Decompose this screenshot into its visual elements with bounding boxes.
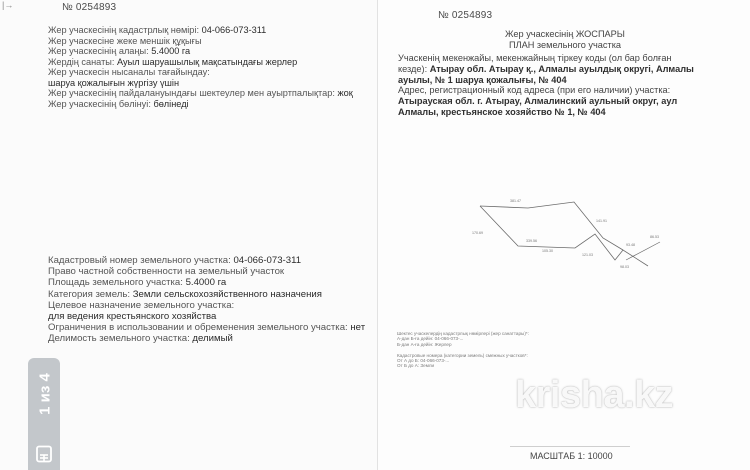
info-label: Жер учаскесін нысаналы тағайындау: [48, 67, 210, 77]
plan-label: 98.03 [620, 265, 629, 269]
info-line [48, 78, 179, 89]
info-label: Жер учаскесінің кадастрлық нөмірі: [48, 25, 202, 35]
info-value: жоқ [337, 88, 353, 98]
parcel-boundary-lower [480, 206, 648, 266]
info-line [48, 99, 189, 110]
note-line: От А до Б: 04-066-073-... [397, 358, 450, 363]
plan-label: 93.48 [626, 243, 635, 247]
info-label: Кадастровый номер земельного участка: [48, 255, 234, 266]
info-line [48, 311, 216, 323]
plan-title-ru: ПЛАН земельного участка [508, 40, 622, 50]
info-line [48, 46, 190, 57]
info-line [48, 57, 297, 68]
info-label: Жер учаскесінің пайдалануындағы шектеулер мен ауыртпалықтар: [48, 88, 338, 98]
page-indicator-text: 1 из 4 [36, 373, 54, 415]
info-label: Площадь земельного участка: [48, 277, 186, 289]
note-line: Б-дан А-ға дейін: Жерлер [397, 341, 452, 347]
note-line: А-дан Б-ға дейін: 04-066-073-... [397, 336, 464, 342]
info-label: Право частной собственности на земельный участок [48, 266, 285, 278]
info-value: шаруа қожалығын жүргізу үшін [48, 77, 180, 88]
note-line: Кадастровые номера (категории земель) смежных участков*: [397, 352, 528, 358]
plan-title-kz: Жер учаскесінің ЖОСПАРЫ [505, 29, 625, 39]
parcel-plan-drawing [470, 190, 670, 270]
scale-divider [510, 446, 630, 447]
info-line [48, 266, 284, 278]
info-line [48, 333, 233, 345]
address-ru-prefix: Адрес, регистрационный код адреса (при его наличии) участка: [398, 85, 671, 95]
address-kz-value: Атырау обл. Атырау қ., Алмалы ауылдық округі, Алмалы ауылы, № 1 шаруа қожалығы, № 404 [398, 64, 694, 86]
plan-label: 86.53 [650, 235, 659, 239]
note-line: Шектес учаскелердің кадастрлық нөмірлері (жер санаттары)*: [397, 331, 529, 336]
info-line [48, 255, 301, 267]
plan-label: 170.69 [472, 231, 483, 235]
info-label: Жер учаскесінің алаңы: [48, 46, 152, 56]
info-value: нет [350, 322, 366, 334]
left-doc-number: № 0254893 [62, 2, 117, 13]
address-ru [398, 85, 698, 119]
info-value: 5.4000 га [185, 277, 227, 289]
note-line: От Б до А: Земли [397, 363, 435, 369]
info-value: 5.4000 га [151, 46, 191, 56]
info-label: Ограничения в использовании и обременения земельного участка: [48, 322, 351, 334]
watermark: krisha.kz [515, 374, 674, 416]
right-doc-number: № 0254893 [438, 10, 493, 21]
info-label: Категория земель: [48, 288, 133, 300]
page-fold [377, 0, 378, 470]
info-value: для ведения крестьянского хозяйства [48, 311, 217, 322]
document-icon [35, 445, 53, 463]
info-label: Целевое назначение земельного участка: [48, 299, 235, 311]
info-line [48, 25, 266, 36]
plan-label: 381.47 [510, 199, 521, 203]
info-value: Земли сельскохозяйственного назначения [132, 288, 322, 300]
info-label: Жер учаскесінің бөлінуі: [48, 98, 154, 109]
info-value: 04-066-073-311 [233, 255, 302, 266]
info-value: Ауыл шаруашылық мақсатындағы жерлер [117, 56, 298, 67]
info-label: Делимость земельного участка: [48, 333, 193, 345]
page-indicator[interactable] [28, 358, 60, 470]
scale-label: МАСШТАБ 1: 10000 [530, 451, 613, 461]
info-line [48, 289, 322, 301]
plan-label: 105.30 [542, 249, 553, 253]
plan-label: 121.03 [582, 253, 593, 257]
address-kz [398, 53, 698, 87]
info-line [48, 300, 234, 312]
plan-label: 339.56 [526, 239, 537, 243]
info-line [48, 67, 210, 78]
info-value: бөлінеді [153, 98, 189, 109]
info-line [48, 88, 353, 99]
info-label: Жер учаскесіне жеке меншік құқығы [48, 35, 202, 46]
info-label: Жердің санаты: [48, 56, 118, 67]
info-value: делимый [192, 333, 233, 345]
address-kz-prefix: Учаскенің мекенжайы, мекенжайның тіркеу коды (ол бар болған кезде): [398, 53, 672, 75]
info-line [48, 322, 365, 334]
address-ru-value: Атырауская обл. г. Атырау, Алмалинский аульный округ, аул Алмалы, крестьянское хозяйство № 1, № 404 [398, 96, 678, 118]
info-value: 04-066-073-311 [201, 25, 267, 35]
info-line [48, 36, 202, 47]
plan-label: 141.91 [596, 219, 607, 223]
info-line [48, 277, 226, 289]
corner-mark: |→ [2, 0, 14, 10]
